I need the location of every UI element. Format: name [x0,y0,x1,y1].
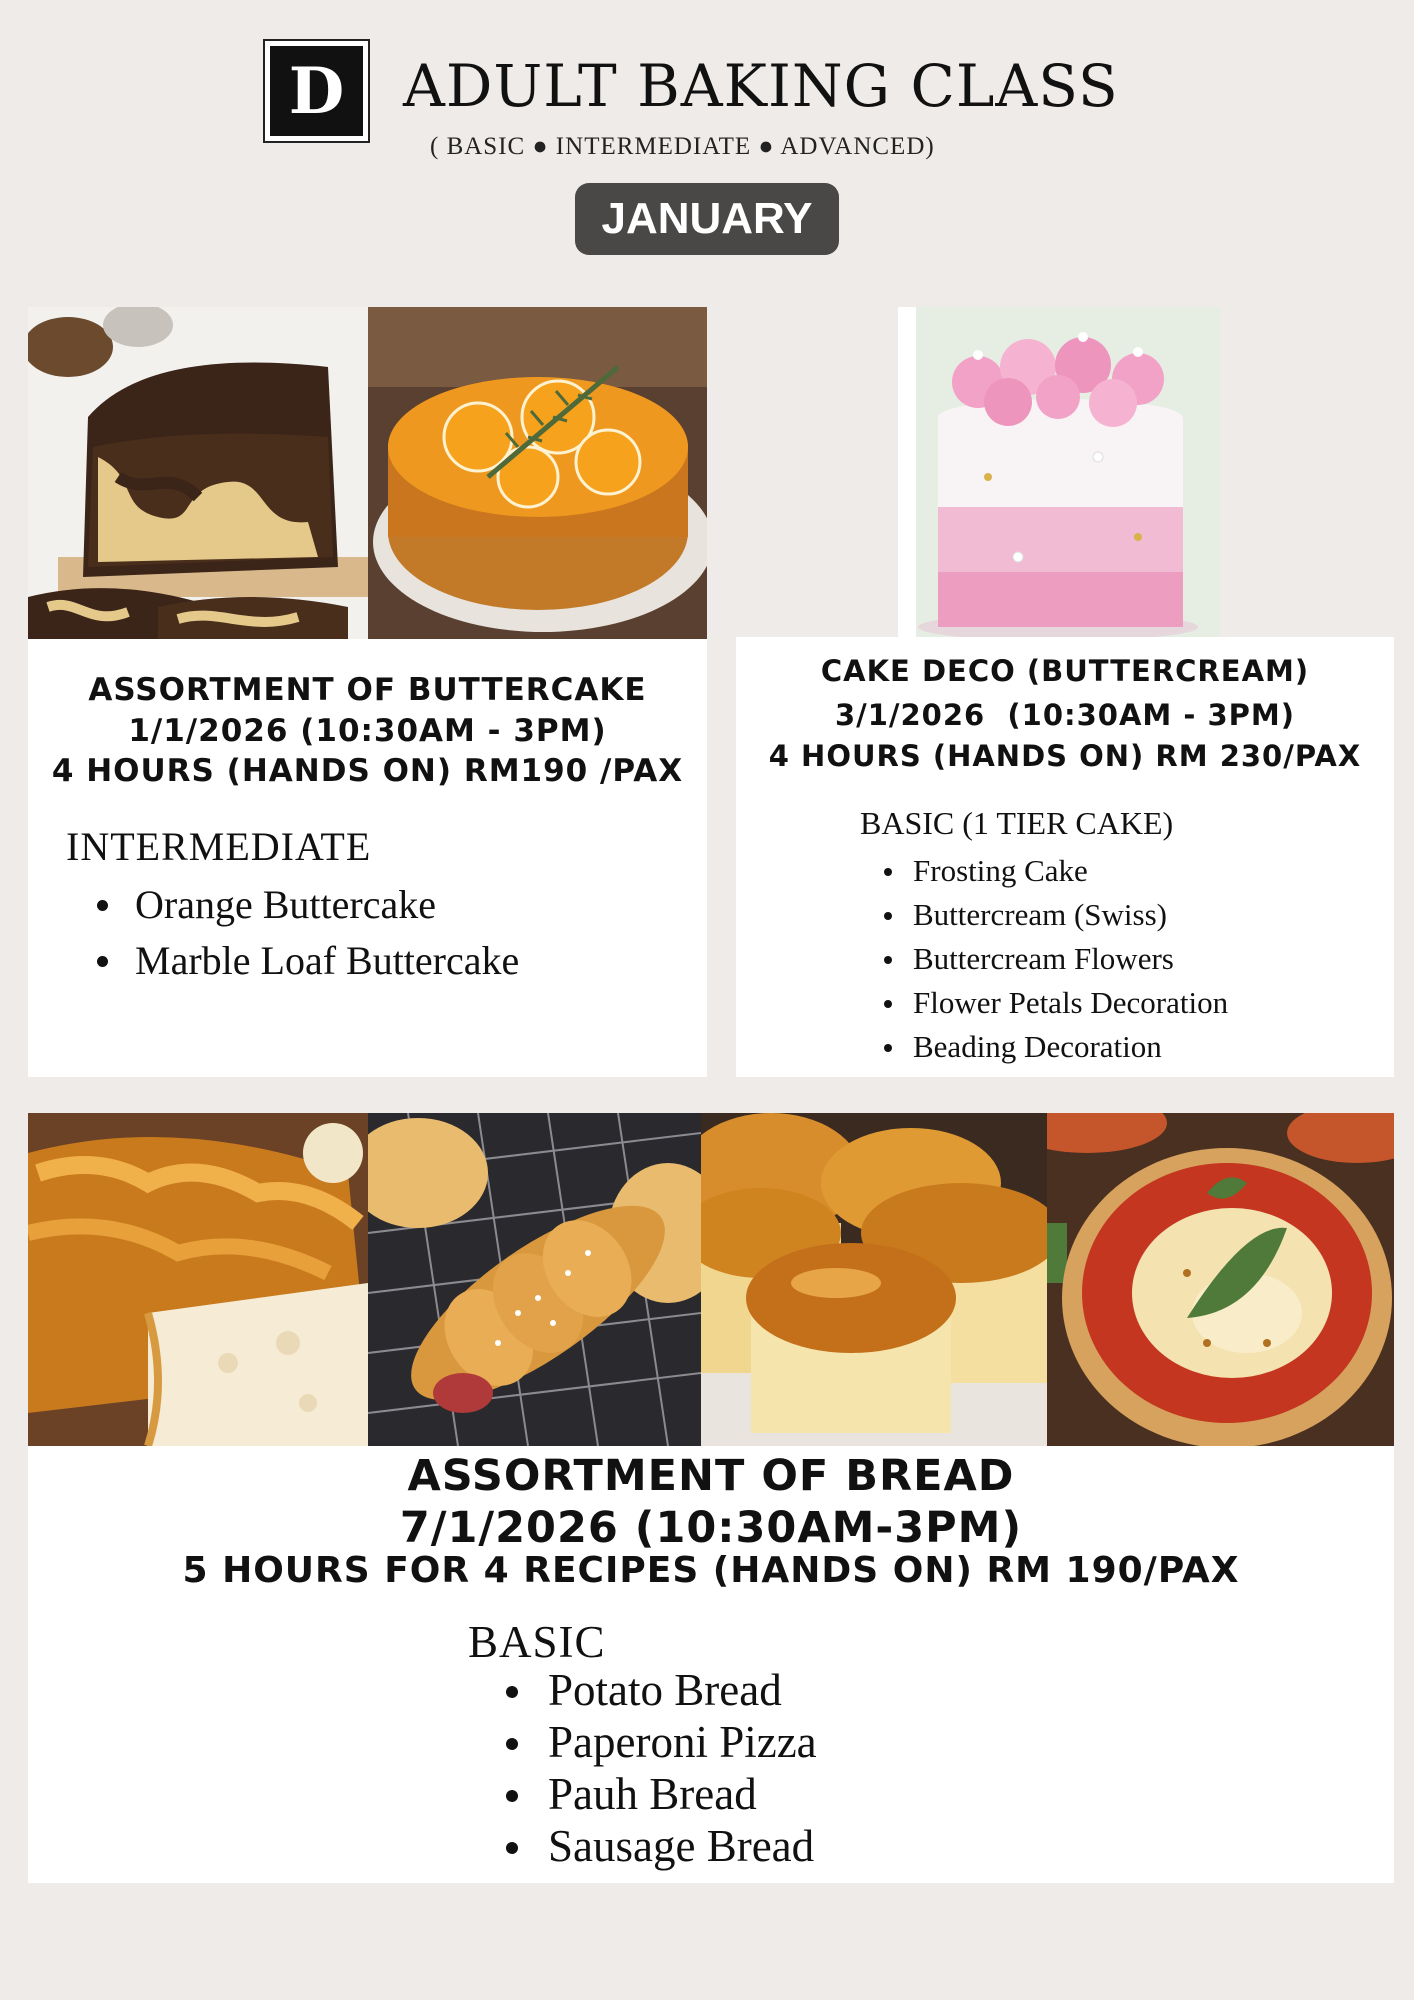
cake-deco-date: 3/1/2026 (10:30AM - 3PM) [834,698,1296,732]
list-item: Pauh Bread [548,1768,817,1820]
buttercream-cake-photo [898,307,1220,637]
pauh-bread-photo [701,1113,1047,1446]
buttercake-recipe-list [135,877,519,989]
cake-deco-card [736,637,1394,1077]
list-item: Beading Decoration [913,1025,1228,1069]
list-item: Sausage Bread [548,1820,817,1872]
cake-deco-title: CAKE DECO (BUTTERCREAM) [820,654,1310,688]
orange-cake-photo [368,307,707,639]
page-subtitle: ( BASIC ● INTERMEDIATE ● ADVANCED) [430,133,935,160]
list-item: Buttercream Flowers [913,937,1228,981]
cake-deco-price: 4 HOURS (HANDS ON) RM 230/PAX [768,739,1362,773]
brand-logo [263,39,370,143]
buttercake-card [28,639,707,1077]
list-item: Flower Petals Decoration [913,981,1228,1025]
bread-level: BASIC [468,1617,606,1667]
buttercake-level: INTERMEDIATE [66,824,372,869]
bread-title: ASSORTMENT OF BREAD [407,1451,1015,1501]
bread-card [28,1446,1394,1883]
page-title: ADULT BAKING CLASS [403,52,1119,120]
bread-recipe-list [548,1664,817,1872]
sausage-bread-photo [368,1113,701,1446]
marble-loaf-photo [28,307,368,639]
list-item: Buttercream (Swiss) [913,893,1228,937]
cake-deco-level: BASIC (1 TIER CAKE) [860,805,1174,841]
list-item: Frosting Cake [913,849,1228,893]
list-item: Potato Bread [548,1664,817,1716]
potato-bread-photo [28,1113,368,1446]
list-item: Paperoni Pizza [548,1717,817,1767]
brand-logo-letter: D [270,46,363,136]
buttercake-date: 1/1/2026 (10:30AM - 3PM) [128,713,607,749]
cake-deco-recipe-list [913,849,1228,1069]
list-item: Marble Loaf Buttercake [135,933,519,989]
buttercake-title: ASSORTMENT OF BUTTERCAKE [88,672,647,708]
bread-date: 7/1/2026 (10:30AM-3PM) [399,1503,1023,1553]
list-item: Orange Buttercake [135,877,519,933]
bread-price: 5 HOURS FOR 4 RECIPES (HANDS ON) RM 190/PAX [182,1550,1240,1591]
buttercake-price: 4 HOURS (HANDS ON) RM190 /PAX [51,753,684,789]
pepperoni-pizza-photo [1047,1113,1394,1446]
month-badge: JANUARY [575,183,839,255]
